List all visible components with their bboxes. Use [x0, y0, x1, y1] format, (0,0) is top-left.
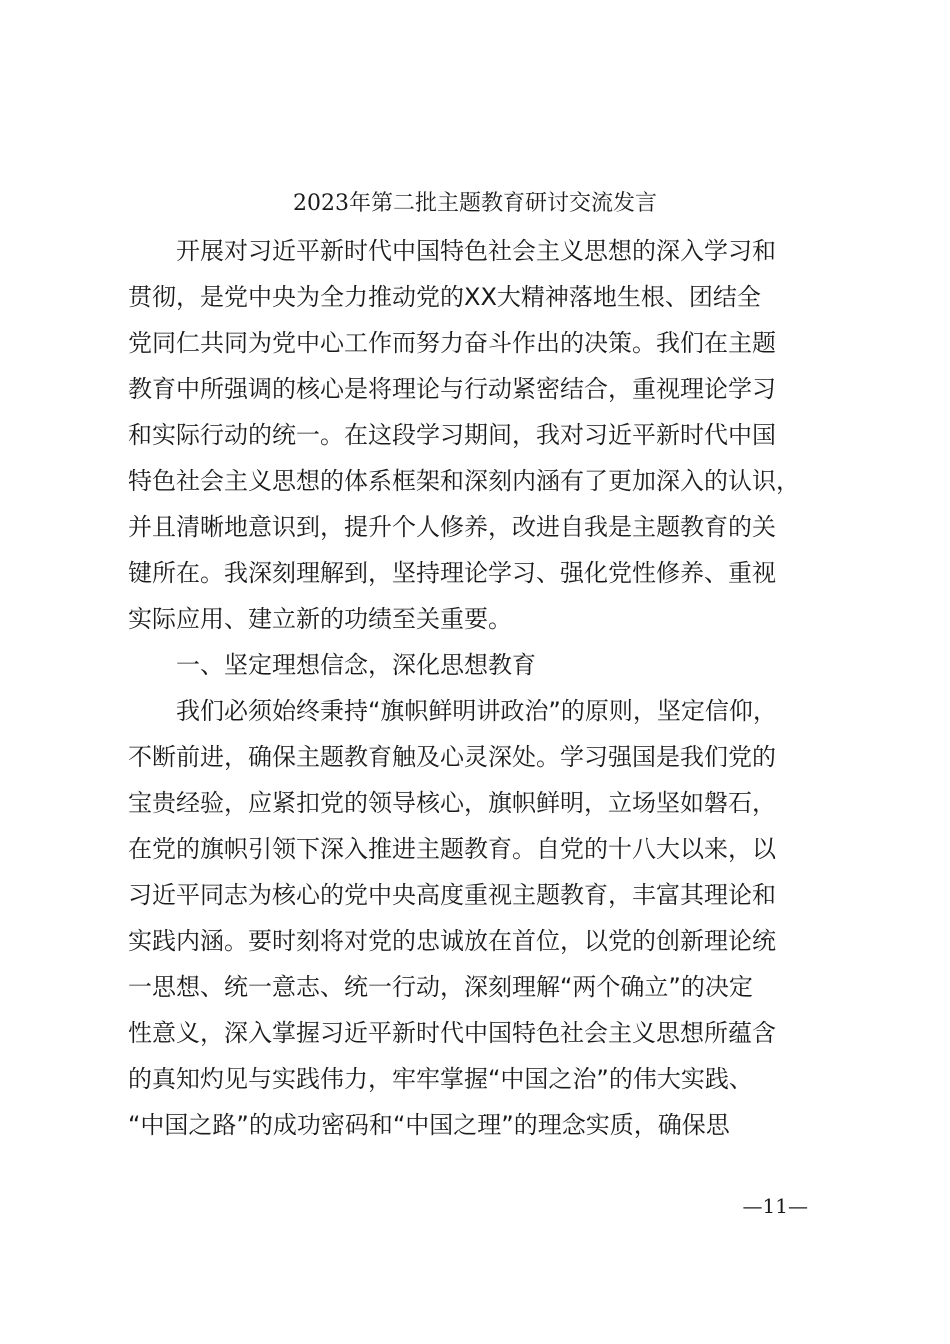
- body-line: 宝贵经验，应紧扣党的领导核心，旗帜鲜明，立场坚如磐石，: [128, 789, 776, 817]
- body-line: 教育中所强调的核心是将理论与行动紧密结合，重视理论学习: [128, 375, 776, 403]
- document-body: [128, 228, 828, 1148]
- body-line: 在党的旗帜引领下深入推进主题教育。自党的十八大以来，以: [128, 835, 776, 863]
- body-line: 并且清晰地意识到，提升个人修养，改进自我是主题教育的关: [128, 513, 776, 541]
- document-title: 2023年第二批主题教育研讨交流发言: [293, 191, 657, 216]
- body-line: 一思想、统一意志、统一行动，深刻理解“两个确立”的决定: [128, 973, 753, 1001]
- body-line: 的真知灼见与实践伟力，牢牢掌握“中国之治”的伟大实践、: [128, 1065, 753, 1093]
- body-line: 和实际行动的统一。在这段学习期间，我对习近平新时代中国: [128, 421, 776, 449]
- section-heading: 一、坚定理想信念，深化思想教育: [128, 651, 536, 679]
- body-line: 性意义，深入掌握习近平新时代中国特色社会主义思想所蕴含: [128, 1019, 776, 1047]
- body-line: 我们必须始终秉持“旗帜鲜明讲政治”的原则，坚定信仰，: [128, 697, 777, 725]
- body-line: 特色社会主义思想的体系框架和深刻内涵有了更加深入的认识，: [128, 467, 800, 495]
- body-line: 键所在。我深刻理解到，坚持理论学习、强化党性修养、重视: [128, 559, 776, 587]
- body-line: “中国之路”的成功密码和“中国之理”的理念实质，确保思: [128, 1111, 730, 1139]
- page-number: —11—: [742, 1194, 808, 1218]
- body-line: 开展对习近平新时代中国特色社会主义思想的深入学习和: [128, 237, 776, 265]
- body-line: 实践内涵。要时刻将对党的忠诚放在首位，以党的创新理论统: [128, 927, 776, 955]
- body-line: 党同仁共同为党中心工作而努力奋斗作出的决策。我们在主题: [128, 329, 776, 357]
- body-line: 习近平同志为核心的党中央高度重视主题教育，丰富其理论和: [128, 881, 776, 909]
- body-line: 不断前进，确保主题教育触及心灵深处。学习强国是我们党的: [128, 743, 776, 771]
- body-line: 实际应用、建立新的功绩至关重要。: [128, 605, 512, 633]
- body-line: 贯彻，是党中央为全力推动党的XX大精神落地生根、团结全: [128, 283, 761, 311]
